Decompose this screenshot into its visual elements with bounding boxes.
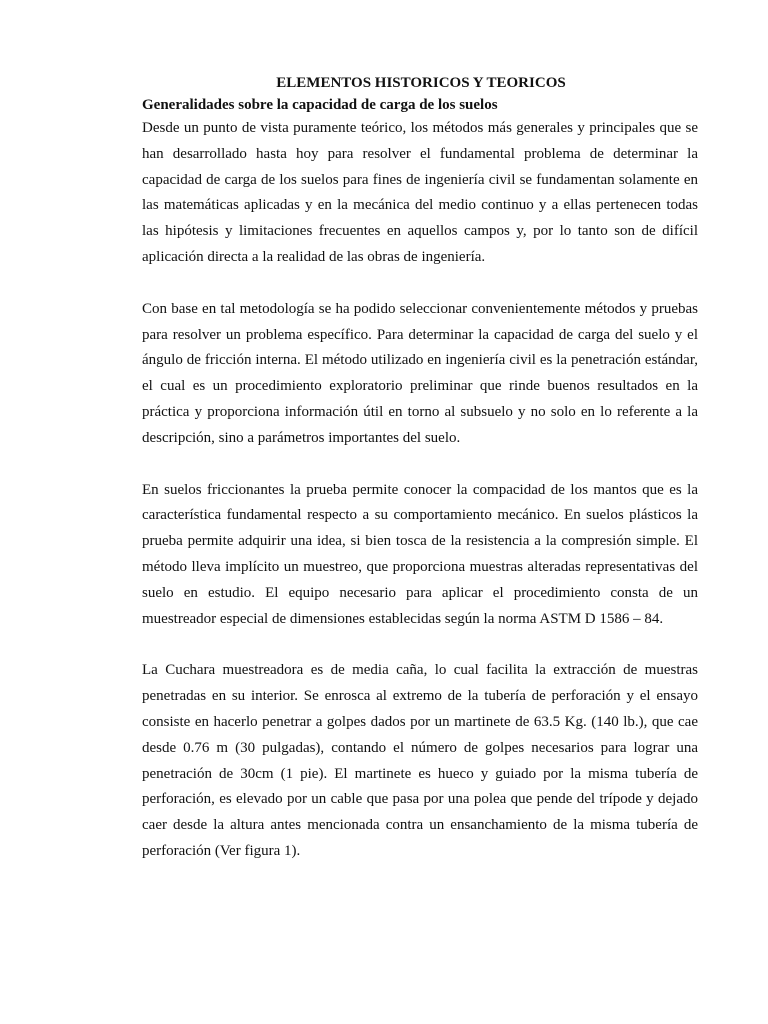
document-body bbox=[142, 72, 698, 891]
paragraph-1: Desde un punto de vista puramente teórico, los métodos más generales y principales que se han desarrollado hasta hoy para resolver el fundamental problema de determinar la capacidad de carga de los suelos para fines de ingeniería civil se fundamentan solamente en las matemáticas aplicadas y en la mecánica del medio continuo y a ellas pertenecen todas las hipótesis y limitaciones frecuentes en aquellos campos y, por lo tanto son de difícil aplicación directa a la realidad de las obras de ingeniería. bbox=[142, 120, 698, 265]
section-heading: Generalidades sobre la capacidad de carga de los suelos bbox=[142, 97, 498, 113]
document-title: ELEMENTOS HISTORICOS Y TEORICOS bbox=[276, 75, 566, 91]
paragraph-2: Con base en tal metodología se ha podido seleccionar convenientemente métodos y pruebas para resolver un problema específico. Para determinar la capacidad de carga del suelo y el ángulo de fricción interna. El método utilizado en ingeniería civil es la penetración estándar, el cual es un procedimiento exploratorio preliminar que rinde buenos resultados en la práctica y proporciona información útil en torno al subsuelo y no solo en lo referente a la descripción, sino a parámetros importantes del suelo. bbox=[142, 300, 698, 446]
paragraph-3: En suelos friccionantes la prueba permite conocer la compacidad de los mantos que es la característica fundamental respecto a su comportamiento mecánico. En suelos plásticos la prueba permite adquirir una idea, si bien tosca de la resistencia a la compresión simple. El método lleva implícito un muestreo, que proporciona muestras alteradas representativas del suelo en estudio. El equipo necesario para aplicar el procedimiento consta de un muestreador especial de dimensiones establecidas según la norma ASTM D 1586 – 84. bbox=[142, 481, 698, 627]
paragraph-4: La Cuchara muestreadora es de media caña, lo cual facilita la extracción de muestras penetradas en su interior. Se enrosca al extremo de la tubería de perforación y el ensayo consiste en hacerlo penetrar a golpes dados por un martinete de 63.5 Kg. (140 lb.), que cae desde 0.76 m (30 pulgadas), contando el número de golpes necesarios para lograr una penetración de 30cm (1 pie). El martinete es hueco y guiado por la misma tubería de perforación, es elevado por un cable que pasa por una polea que pende del trípode y dejado caer desde la altura antes mencionada contra un ensanchamiento de la misma tubería de perforación (Ver figura 1). bbox=[142, 662, 698, 859]
